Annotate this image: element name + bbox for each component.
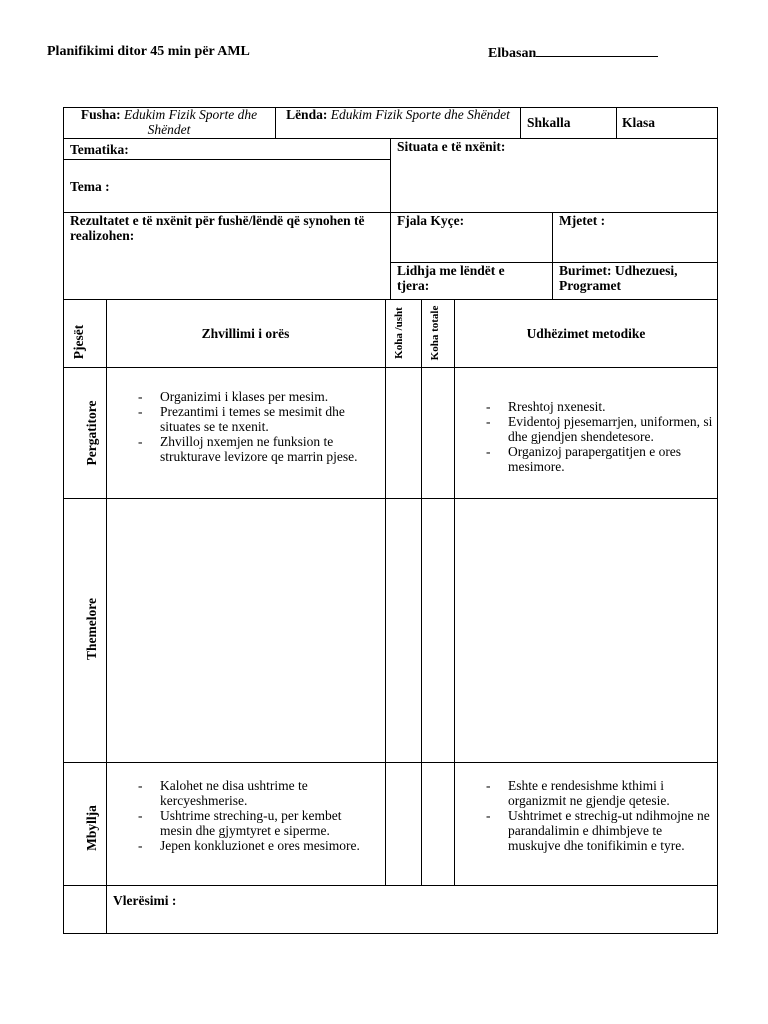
list-item: - Prezantimi i temes se mesimit dhe situates se te nxenit. bbox=[136, 404, 376, 434]
list-item: - Organizoj parapergatitjen e ores mesimore. bbox=[484, 444, 714, 474]
koha-totale-header: Koha totale bbox=[429, 305, 441, 361]
udhezimet-header: Udhëzimet metodike bbox=[526, 326, 646, 341]
tema-label: Tema : bbox=[70, 179, 110, 194]
lenda-cell bbox=[282, 107, 514, 122]
list-item: - Jepen konkluzionet e ores mesimore. bbox=[136, 838, 376, 853]
list-item: - Evidentoj pjesemarrjen, uniformen, si dhe gjendjen shendetesore. bbox=[484, 414, 714, 444]
burimet-label: Burimet: Udhezuesi, Programet bbox=[559, 263, 678, 293]
vleresimi-label: Vlerësimi : bbox=[113, 893, 177, 908]
klasa-label: Klasa bbox=[622, 115, 656, 130]
koha-usht-header: Koha /usht bbox=[393, 307, 405, 359]
lenda-label: Lënda: bbox=[286, 107, 328, 122]
list-item: - Eshte e rendesishme kthimi i organizmit ne gjendje qetesie. bbox=[484, 778, 714, 808]
lidhja-label: Lidhja me lëndët e tjera: bbox=[397, 263, 505, 293]
fusha-label: Fusha: bbox=[80, 107, 121, 122]
section-label-themelore: Themelore bbox=[84, 598, 99, 660]
place-field bbox=[488, 44, 658, 62]
mbyllja-udhezimet-list bbox=[484, 778, 714, 853]
tematika-label: Tematika: bbox=[70, 142, 129, 157]
place-blank-line[interactable] bbox=[536, 44, 658, 57]
rezultatet-label: Rezultatet e të nxënit për fushë/lëndë që synohen të realizohen: bbox=[70, 213, 365, 243]
list-item: - Zhvilloj nxemjen ne funksion te strukturave levizore qe marrin pjese. bbox=[136, 434, 376, 464]
list-item: - Ushtrime streching-u, per kembet mesin dhe gjymtyret e siperme. bbox=[136, 808, 376, 838]
page-title: Planifikimi ditor 45 min për AML bbox=[47, 44, 250, 59]
pergatitore-udhezimet-list bbox=[484, 399, 714, 474]
mjetet-label: Mjetet : bbox=[559, 213, 606, 228]
list-item: - Rreshtoj nxenesit. bbox=[484, 399, 714, 414]
list-item: - Kalohet ne disa ushtrime te kercyeshmerise. bbox=[136, 778, 376, 808]
list-item: - Organizimi i klases per mesim. bbox=[136, 389, 376, 404]
section-label-mbyllja: Mbyllja bbox=[84, 805, 99, 851]
pergatitore-zhvillimi-list bbox=[136, 389, 376, 464]
place-label: Elbasan bbox=[488, 46, 537, 61]
zhvillimi-header: Zhvillimi i orës bbox=[201, 326, 290, 341]
section-label-pergatitore: Pergatitore bbox=[84, 400, 99, 466]
shkalla-label: Shkalla bbox=[527, 115, 571, 130]
pjeset-header: Pjesët bbox=[71, 324, 86, 360]
mbyllja-zhvillimi-list bbox=[136, 778, 376, 853]
fusha-value: Edukim Fizik Sporte dhe Shëndet bbox=[124, 107, 258, 137]
list-item: - Ushtrimet e strechig-ut ndihmojne ne parandalimin e dhimbjeve te muskujve dhe tonifikimin e tyre. bbox=[484, 808, 714, 853]
fjala-kyce-label: Fjala Kyçe: bbox=[397, 213, 465, 228]
lenda-value: Edukim Fizik Sporte dhe Shëndet bbox=[330, 107, 510, 122]
situata-label: Situata e të nxënit: bbox=[397, 139, 506, 154]
fusha-cell bbox=[66, 107, 272, 137]
